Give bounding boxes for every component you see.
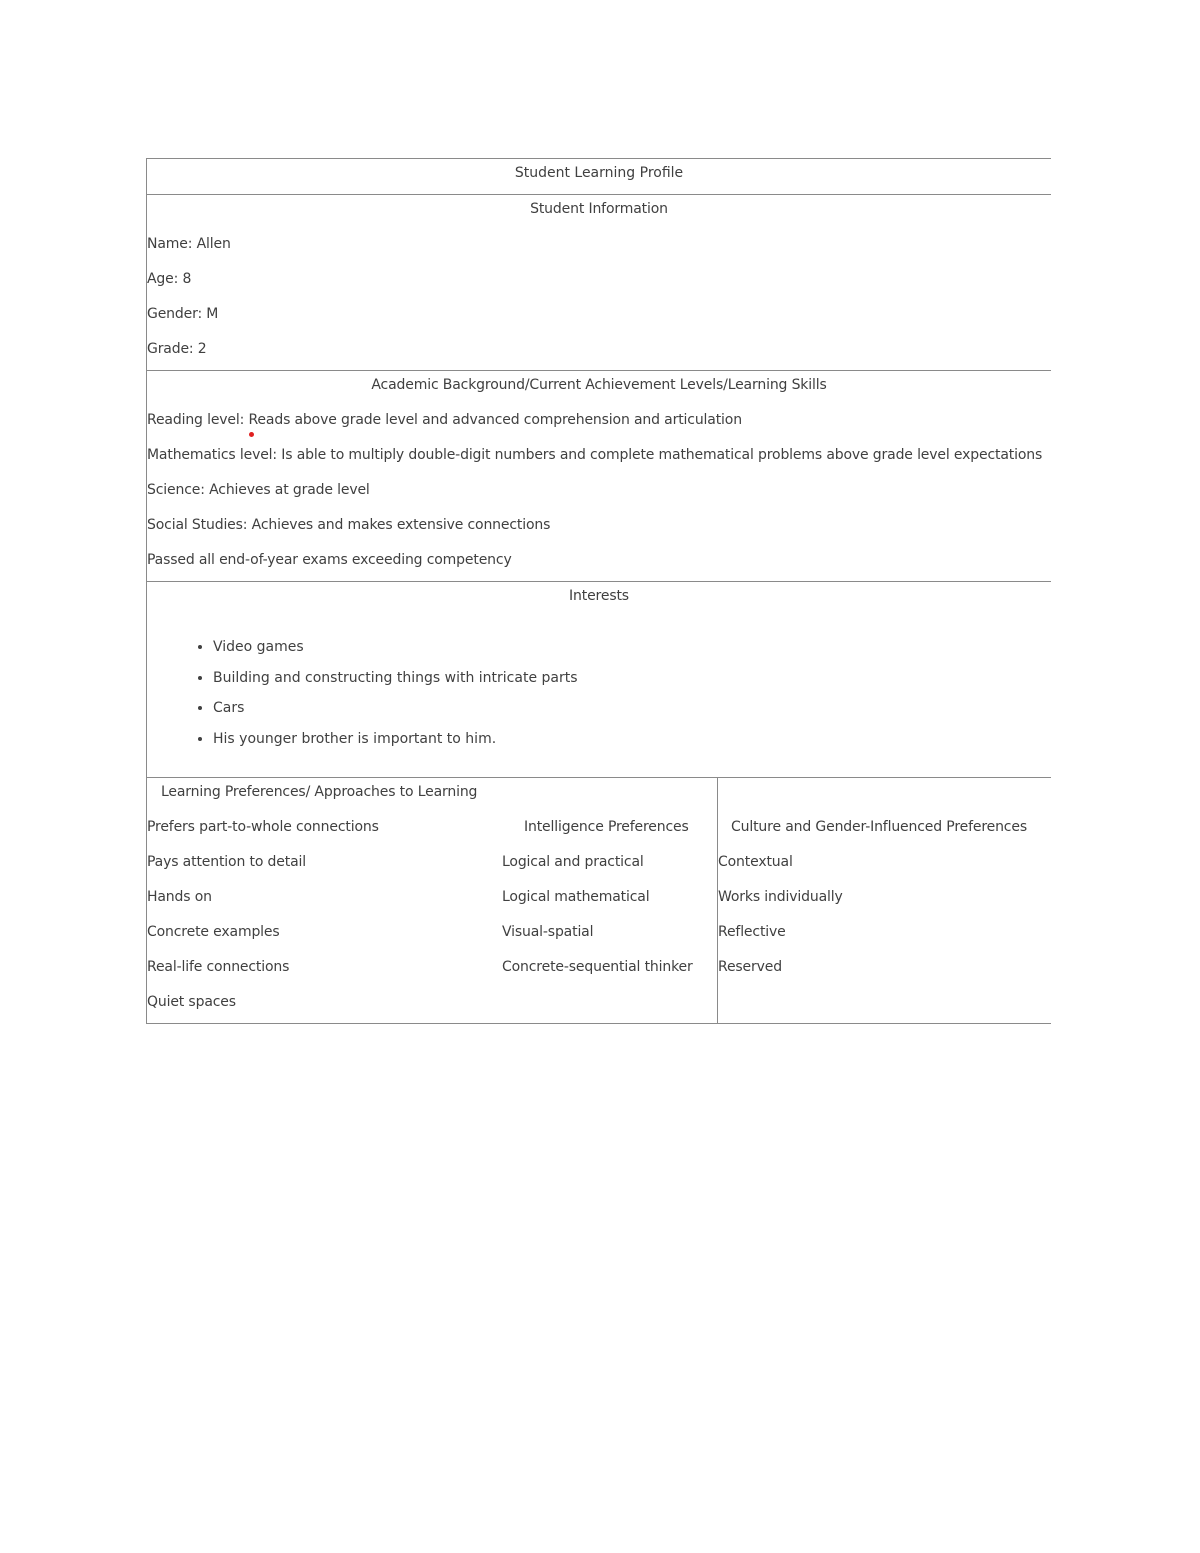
culture-pref-item: Reserved bbox=[718, 959, 782, 975]
interests-section bbox=[147, 582, 1051, 778]
intelligence-pref-item: Logical and practical bbox=[502, 854, 644, 870]
social-studies-level: Social Studies: Achieves and makes extensive connections bbox=[147, 517, 551, 533]
preferences-section bbox=[147, 778, 1051, 1023]
learning-and-intelligence-column bbox=[147, 778, 718, 1023]
exams-result: Passed all end-of-year exams exceeding competency bbox=[147, 552, 512, 568]
learning-pref-item: Prefers part-to-whole connections bbox=[147, 819, 379, 835]
red-marker-dot bbox=[249, 432, 254, 437]
list-item: • His younger brother is important to him. bbox=[213, 724, 578, 755]
intelligence-pref-item: Concrete-sequential thinker bbox=[502, 959, 693, 975]
culture-gender-heading: Culture and Gender-Influenced Preferences bbox=[731, 819, 1027, 835]
intelligence-pref-item: Logical mathematical bbox=[502, 889, 650, 905]
academic-background-section bbox=[147, 371, 1051, 582]
list-item: • Building and constructing things with intricate parts bbox=[213, 663, 578, 694]
culture-pref-item: Reflective bbox=[718, 924, 786, 940]
academic-heading: Academic Background/Current Achievement Levels/Learning Skills bbox=[371, 377, 827, 393]
culture-pref-item: Contextual bbox=[718, 854, 793, 870]
list-item: • Video games bbox=[213, 632, 578, 663]
learning-pref-item: Hands on bbox=[147, 889, 212, 905]
learning-pref-item: Concrete examples bbox=[147, 924, 280, 940]
intelligence-preferences-heading: Intelligence Preferences bbox=[524, 819, 689, 835]
learning-pref-item: Real-life connections bbox=[147, 959, 290, 975]
learning-pref-item: Pays attention to detail bbox=[147, 854, 306, 870]
intelligence-pref-item: Visual-spatial bbox=[502, 924, 594, 940]
list-item: • Cars bbox=[213, 693, 578, 724]
interests-list bbox=[147, 632, 578, 754]
reading-level: Reading level: Reads above grade level and advanced comprehension and articulation bbox=[147, 412, 742, 428]
student-information-heading: Student Information bbox=[530, 201, 668, 217]
student-grade: Grade: 2 bbox=[147, 341, 207, 357]
student-learning-profile-table bbox=[146, 158, 1051, 1024]
interests-heading: Interests bbox=[569, 588, 629, 604]
learning-preferences-heading: Learning Preferences/ Approaches to Learning bbox=[161, 784, 478, 800]
mathematics-level: Mathematics level: Is able to multiply double-digit numbers and complete mathematical problems above grade level expectations bbox=[147, 447, 1043, 463]
learning-pref-item: Quiet spaces bbox=[147, 994, 236, 1010]
title-section bbox=[147, 159, 1051, 195]
student-age: Age: 8 bbox=[147, 271, 192, 287]
student-information-section bbox=[147, 195, 1051, 371]
student-gender: Gender: M bbox=[147, 306, 219, 322]
student-name: Name: Allen bbox=[147, 236, 231, 252]
culture-gender-column bbox=[718, 778, 1051, 1023]
culture-pref-item: Works individually bbox=[718, 889, 843, 905]
profile-title: Student Learning Profile bbox=[514, 165, 684, 181]
science-level: Science: Achieves at grade level bbox=[147, 482, 370, 498]
